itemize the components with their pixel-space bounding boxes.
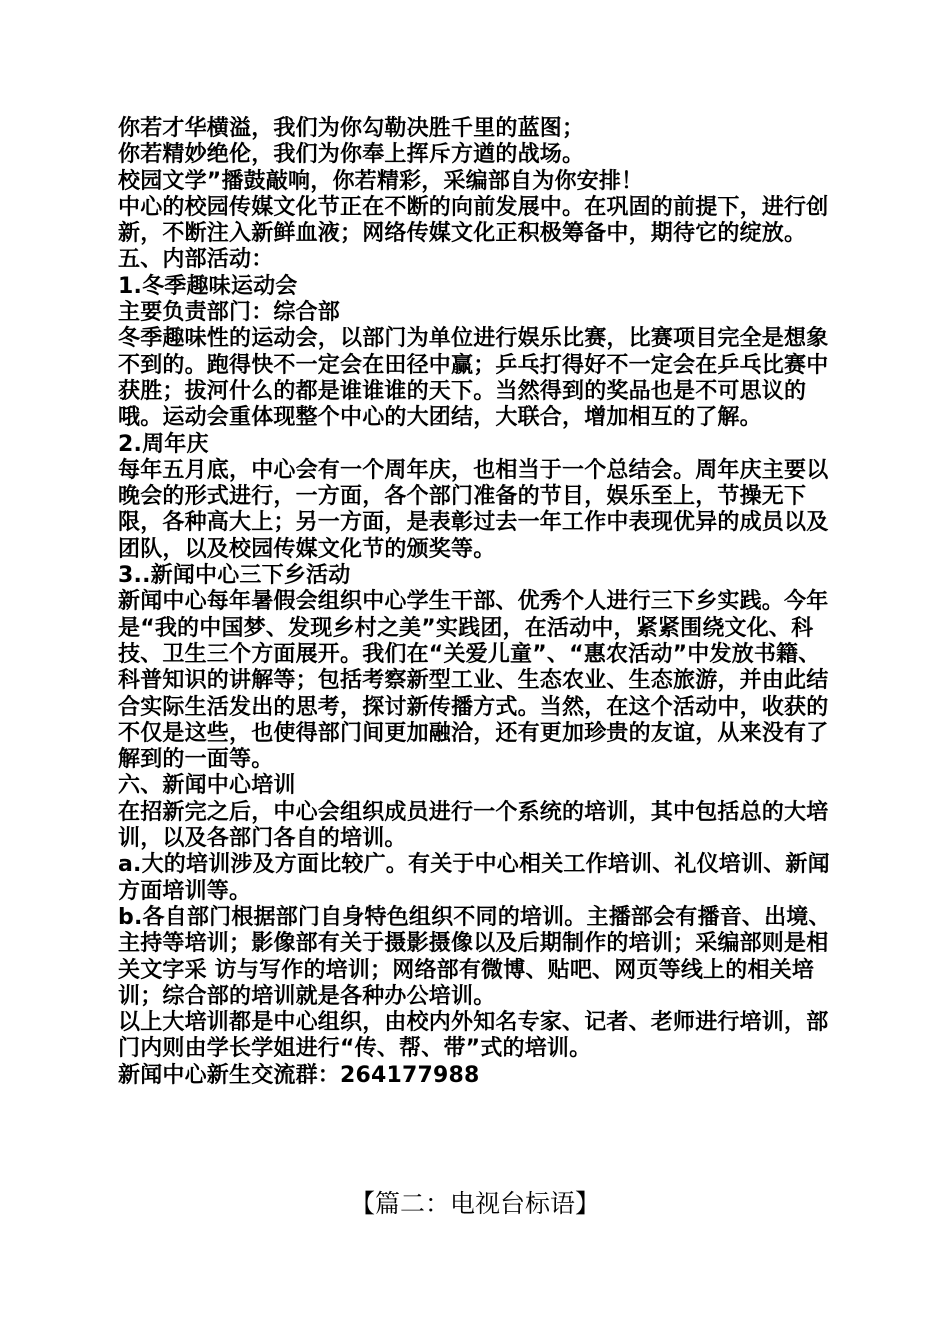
paragraph: 冬季趣味性的运动会，以部门为单位进行娱乐比赛，比赛项目完全是想象不到的。跑得快不一定会在田径中赢；乒乓打得好不一定会在乒乓比赛中获胜；拔河什么的都是谁谁谁的天下。当然得到的奖品也是不可思议的哦。运动会重体现整个中心的大团结，大联合，增加相互的了解。 [118,326,829,431]
paragraph: 你若才华横溢，我们为你勾勒决胜千里的蓝图； [118,116,585,141]
contact-line: 新闻中心新生交流群：264177988 [118,1062,480,1088]
document-body [118,116,840,1089]
subsection-heading: 2.周年庆 [118,431,209,457]
paragraph: a.大的培训涉及方面比较广。有关于中心相关工作培训、礼仪培训、新闻方面培训等。 [118,852,830,904]
paragraph: 每年五月底，中心会有一个周年庆，也相当于一个总结会。周年庆主要以晚会的形式进行，一方面，各个部门准备的节目，娱乐至上，节操无下限，各种高大上；另一方面，是表彰过去一年工作中表现优异的成员以及团队，以及校园传媒文化节的颁奖等。 [118,457,829,562]
subsection-heading: 1.冬季趣味运动会 [118,273,298,299]
paragraph: 中心的校园传媒文化节正在不断的向前发展中。在巩固的前提下，进行创新，不断注入新鲜血液；网络传媒文化正积极筹备中，期待它的绽放。 [118,194,829,247]
paragraph: 你若精妙绝伦，我们为你奉上挥斥方遒的战场。 [118,142,585,168]
paragraph: 以上大培训都是中心组织，由校内外知名专家、记者、老师进行培训，部门内则由学长学姐进行“传、帮、带”式的培训。 [118,1010,829,1062]
paragraph: 主要负责部门：综合部 [118,300,341,326]
subsection-heading: 3..新闻中心三下乡活动 [118,563,351,589]
paragraph: 新闻中心每年暑假会组织中心学生干部、优秀个人进行三下乡实践。今年是“我的中国梦、发现乡村之美”实践团，在活动中，紧紧围绕文化、科技、卫生三个方面展开。我们在“关爱儿童”、“惠农活动”中发放书籍、科普知识的讲解等；包括考察新型工业、生态农业、生态旅游，并由此结合实际生活发出的思考，探讨新传播方式。当然，在这个活动中，收获的不仅是这些，也使得部门间更加融洽，还有更加珍贵的友谊，从来没有了解到的一面等。 [118,589,829,773]
section-heading: 六、新闻中心培训 [118,773,296,799]
section-heading: 五、内部活动： [118,247,274,273]
paragraph: 在招新完之后，中心会组织成员进行一个系统的培训，其中包括总的大培训，以及各部门各自的培训。 [118,799,829,852]
paragraph: 校园文学”播鼓敲响，你若精彩，采编部自为你安排！ [118,168,644,194]
paragraph: b.各自部门根据部门自身特色组织不同的培训。主播部会有播音、出境、主持等培训；影像部有关于摄影摄像以及后期制作的培训；采编部则是相关文字采 访与写作的培训；网络部有微博、贴吧、网页等线上的相关培训；综合部的培训就是各种办公培训。 [118,904,831,1009]
section-title: 【篇二：电视台标语】 [349,1189,600,1218]
